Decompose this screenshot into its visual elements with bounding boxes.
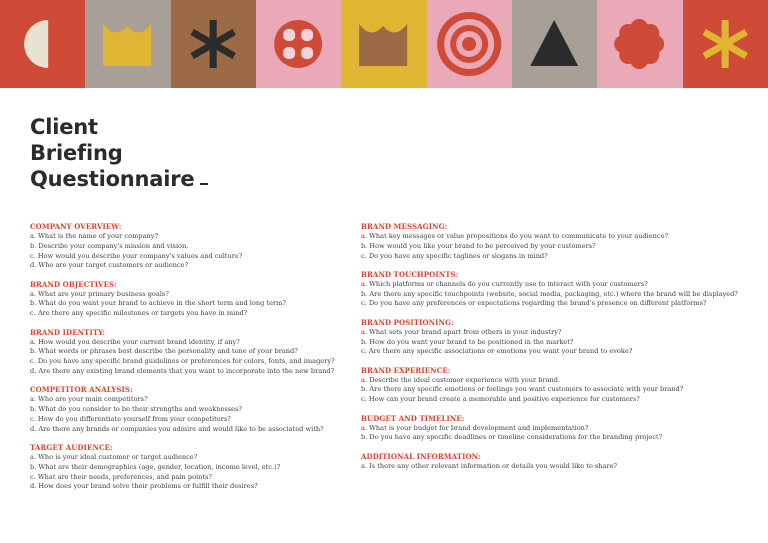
section-heading: ADDITIONAL INFORMATION: xyxy=(361,451,481,461)
section-competitor-analysis xyxy=(30,385,350,434)
asterisk-icon xyxy=(683,0,768,88)
question: a. Is there any other relevant information or details you would like to share? xyxy=(361,461,618,470)
question: b. Do you have any specific deadlines or timeline considerations for the branding project? xyxy=(361,433,663,442)
triangle-icon xyxy=(512,0,597,88)
section-brand-positioning xyxy=(361,318,761,357)
question: c. How can your brand create a memorable and positive experience for customers? xyxy=(361,395,640,404)
section-budget-and-timeline xyxy=(361,414,761,444)
concentric-circles-icon xyxy=(427,0,512,88)
page-title xyxy=(30,114,208,192)
question: b. Are there any specific emotions or feelings you want customers to associate with your brand? xyxy=(361,385,684,394)
question: d. Are there any existing brand elements that you want to incorporate into the new brand? xyxy=(30,366,335,375)
title-line: Questionnaire xyxy=(30,166,208,192)
banner-tile xyxy=(512,0,597,88)
question: d. How does your brand solve their problems or fulfill their desires? xyxy=(30,482,258,491)
section-brand-touchpoints xyxy=(361,270,761,309)
section-heading: COMPANY OVERVIEW: xyxy=(30,222,122,231)
title-line: Briefing xyxy=(30,141,123,165)
asterisk-icon xyxy=(171,0,256,88)
question: b. What do you consider to be their strengths and weaknesses? xyxy=(30,405,242,414)
question: c. Are there any specific associations or emotions you want your brand to evoke? xyxy=(361,347,633,356)
section-heading: TARGET AUDIENCE: xyxy=(30,442,113,452)
question: a. What is the name of your company? xyxy=(30,232,159,240)
question: a. Which platforms or channels do you currently use to interact with your customers? xyxy=(361,279,648,288)
question: d. Are there any brands or companies you admire and would like to be associated with? xyxy=(30,424,324,433)
question: b. What do you want your brand to achieve in the short term and long term? xyxy=(30,299,286,308)
question: b. How would you like your brand to be perceived by your customers? xyxy=(361,241,596,250)
question: a. What are your primary business goals? xyxy=(30,289,169,298)
section-heading: BRAND MESSAGING: xyxy=(361,222,448,231)
banner-tile xyxy=(0,0,85,88)
question: b. Are there any specific touchpoints (website, social media, packaging, etc.) where the brand will be displayed? xyxy=(361,289,738,298)
right-column xyxy=(361,222,761,480)
section-brand-objectives xyxy=(30,280,350,319)
half-circle-icon xyxy=(0,0,85,88)
section-heading: COMPETITOR ANALYSIS: xyxy=(30,385,133,395)
banner-tile xyxy=(683,0,768,88)
title-line: Client xyxy=(30,115,98,139)
section-heading: BRAND TOUCHPOINTS: xyxy=(361,269,459,279)
section-brand-messaging xyxy=(361,222,761,261)
flower-grid-icon xyxy=(256,0,341,88)
question: a. What sets your brand apart from others in your industry? xyxy=(361,327,562,336)
scalloped-circle-icon xyxy=(597,0,682,88)
banner-tile xyxy=(171,0,256,88)
section-heading: BUDGET AND TIMELINE: xyxy=(361,413,465,423)
section-additional-information xyxy=(361,452,761,472)
banner-tile xyxy=(85,0,170,88)
section-heading: BRAND EXPERIENCE: xyxy=(361,365,451,375)
crown-icon xyxy=(85,0,170,88)
question: c. How would you describe your company's values and culture? xyxy=(30,251,243,260)
question: d. Who are your target customers or audience? xyxy=(30,261,189,270)
title-underscore-mark xyxy=(200,183,208,185)
question: a. How would you describe your current brand identity, if any? xyxy=(30,337,240,346)
banner-tile xyxy=(256,0,341,88)
left-column xyxy=(30,222,350,501)
question: c. What are their needs, preferences, and pain points? xyxy=(30,472,212,481)
section-brand-experience xyxy=(361,366,761,405)
question: b. What words or phrases best describe the personality and tone of your brand? xyxy=(30,347,298,356)
section-brand-identity xyxy=(30,328,350,377)
section-heading: BRAND IDENTITY: xyxy=(30,327,106,337)
question: c. Do you have any specific taglines or slogans in mind? xyxy=(361,251,548,260)
banner-tile xyxy=(427,0,512,88)
question: c. How do you differentiate yourself from your competitors? xyxy=(30,414,231,423)
section-target-audience xyxy=(30,443,350,492)
decorative-banner xyxy=(0,0,768,88)
crown-icon xyxy=(341,0,426,88)
question: b. What are their demographics (age, gender, location, income level, etc.)? xyxy=(30,462,281,471)
section-heading: BRAND OBJECTIVES: xyxy=(30,279,117,289)
banner-tile xyxy=(341,0,426,88)
question: a. What key messages or value propositions do you want to communicate to your audience? xyxy=(361,232,669,240)
question: a. Who are your main competitors? xyxy=(30,395,148,404)
question: b. Describe your company's mission and vision. xyxy=(30,241,189,250)
question: c. Do you have any preferences or expectations regarding the brand's presence on different platforms? xyxy=(361,299,707,308)
question: c. Do you have any specific brand guidelines or preferences for colors, fonts, and imagery? xyxy=(30,357,335,366)
section-company-overview xyxy=(30,222,350,271)
section-heading: BRAND POSITIONING: xyxy=(361,317,454,327)
question: a. What is your budget for brand development and implementation? xyxy=(361,423,589,432)
question: a. Describe the ideal customer experience with your brand. xyxy=(361,375,561,384)
question: a. Who is your ideal customer or target audience? xyxy=(30,452,198,461)
banner-tile xyxy=(597,0,682,88)
question: c. Are there any specific milestones or targets you have in mind? xyxy=(30,309,248,318)
question: b. How do you want your brand to be positioned in the market? xyxy=(361,337,574,346)
